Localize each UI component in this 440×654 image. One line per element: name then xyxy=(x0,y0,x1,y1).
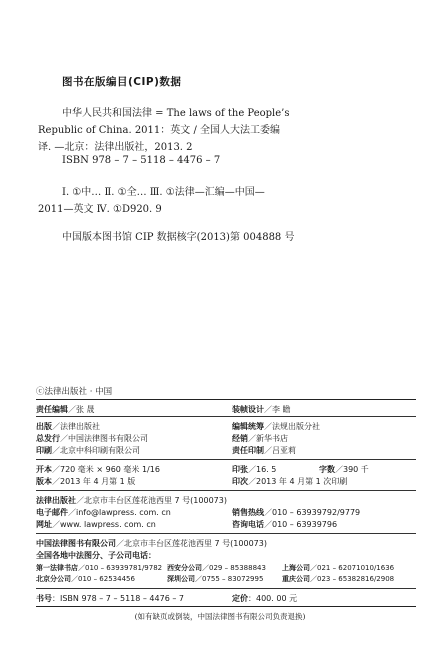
distribution-company: 中国法律图书有限公司／北京市丰台区莲花池西里 7 号(100073) xyxy=(36,539,267,548)
isbn-row: 书号：ISBN 978 – 7 – 5118 – 4476 – 7 xyxy=(36,594,184,603)
branches-title: 全国各地中法图分、子公司电话： xyxy=(36,551,156,560)
contact-press: 法律出版社／北京市丰台区莲花池西里 7 号(100073) xyxy=(36,496,227,505)
credit-printer: 印刷／北京中科印刷有限公司 xyxy=(36,446,140,455)
spec-edition: 版本／2013 年 4 月第 1 版 xyxy=(36,477,136,486)
credit-editor: 责任编辑／张 晟 xyxy=(36,405,95,414)
branch-item: 重庆公司／023 – 65382816/2908 xyxy=(282,575,395,583)
cip-verification: 中国版本图书馆 CIP 数据核字(2013)第 004888 号 xyxy=(62,232,295,243)
cip-isbn-line: ISBN 978 – 7 – 5118 – 4476 – 7 xyxy=(62,155,221,166)
divider xyxy=(36,399,416,400)
branch-item: 第一法律书店／010 – 63939781/9782 xyxy=(36,564,163,572)
cip-subject-line: 2011—英文 Ⅳ. ①D920. 9 xyxy=(38,204,162,215)
branch-item: 北京分公司／010 – 62534456 xyxy=(36,575,135,583)
divider xyxy=(36,588,416,589)
cip-entry-line: 译. —北京：法律出版社，2013. 2 xyxy=(38,142,193,153)
spec-impression: 印次／2013 年 4 月第 1 次印刷 xyxy=(232,477,348,486)
contact-hotline: 咨询电话／010 – 63939796 xyxy=(232,520,338,529)
cip-title: 图书在版编目(CIP)数据 xyxy=(62,76,182,88)
contact-web: 网址／www. lawpress. com. cn xyxy=(36,520,156,529)
credit-print-editor: 责任印制／吕亚莉 xyxy=(232,446,296,455)
contact-email: 电子邮件／info@lawpress. com. cn xyxy=(36,508,171,517)
spec-sheets: 印张／16. 5 xyxy=(232,465,277,474)
credit-retailer: 经销／新华书店 xyxy=(232,434,288,443)
return-notice: (如有缺页或倒装，中国法律图书有限公司负责退换) xyxy=(134,612,306,621)
credit-edit-head: 编辑统筹／法规出版分社 xyxy=(232,422,320,431)
branch-item: 深圳公司／0755 – 83072995 xyxy=(167,575,264,583)
divider xyxy=(36,490,416,491)
spec-words: 字数／390 千 xyxy=(319,465,369,474)
contact-sales: 销售热线／010 – 63939792/9779 xyxy=(232,508,361,517)
cip-entry-line: Republic of China. 2011：英文 / 全国人大法工委编 xyxy=(38,125,280,136)
branch-item: 上海公司／021 – 62071010/1636 xyxy=(282,564,395,572)
credit-designer: 装帧设计／李 瞻 xyxy=(232,405,291,414)
credit-publisher: 出版／法律出版社 xyxy=(36,422,100,431)
copyright-line: ⓒ法律出版社 · 中国 xyxy=(36,387,113,397)
cip-subject-line: Ⅰ. ①中… Ⅱ. ①全… Ⅲ. ①法律—汇编—中国— xyxy=(62,187,265,198)
price-row: 定价：400. 00 元 xyxy=(232,594,298,603)
spec-format: 开本／720 毫米 × 960 毫米 1/16 xyxy=(36,465,160,474)
divider xyxy=(36,459,416,460)
branch-item: 西安分公司／029 – 85388843 xyxy=(167,564,266,572)
credit-distributor: 总发行／中国法律图书有限公司 xyxy=(36,434,148,443)
cip-entry-line: 中华人民共和国法律 = The laws of the People’s xyxy=(62,108,290,119)
divider xyxy=(36,533,416,534)
divider xyxy=(36,416,416,417)
divider xyxy=(36,606,416,607)
